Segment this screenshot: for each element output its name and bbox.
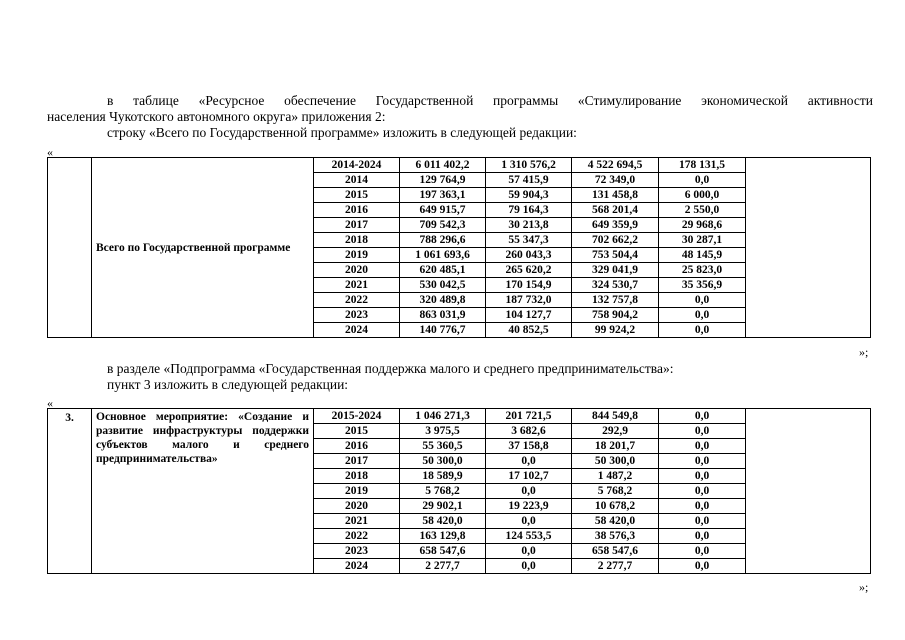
period-cell: 2019 — [314, 248, 400, 263]
amount-cell: 2 550,0 — [659, 203, 746, 218]
amount-cell: 530 042,5 — [400, 278, 486, 293]
amount-cell: 5 768,2 — [400, 484, 486, 499]
amount-cell: 40 852,5 — [486, 323, 572, 338]
amount-cell: 35 356,9 — [659, 278, 746, 293]
period-cell: 2018 — [314, 233, 400, 248]
amount-cell: 25 823,0 — [659, 263, 746, 278]
amount-cell: 0,0 — [659, 293, 746, 308]
amount-cell: 0,0 — [659, 424, 746, 439]
amount-cell: 0,0 — [659, 323, 746, 338]
empty-cell — [48, 158, 92, 338]
amount-cell: 3 975,5 — [400, 424, 486, 439]
period-cell: 2022 — [314, 293, 400, 308]
amount-cell: 320 489,8 — [400, 293, 486, 308]
amount-cell: 702 662,2 — [572, 233, 659, 248]
amount-cell: 55 347,3 — [486, 233, 572, 248]
amount-cell: 79 164,3 — [486, 203, 572, 218]
amount-cell: 0,0 — [659, 499, 746, 514]
empty-cell — [746, 158, 871, 338]
amount-cell: 1 487,2 — [572, 469, 659, 484]
amount-cell: 58 420,0 — [400, 514, 486, 529]
period-cell: 2023 — [314, 308, 400, 323]
amount-cell: 132 757,8 — [572, 293, 659, 308]
amount-cell: 59 904,3 — [486, 188, 572, 203]
period-cell: 2014-2024 — [314, 158, 400, 173]
quote-close-1: »; — [859, 345, 869, 359]
amount-cell: 50 300,0 — [572, 454, 659, 469]
amount-cell: 0,0 — [659, 484, 746, 499]
amount-cell: 0,0 — [659, 559, 746, 574]
amount-cell: 129 764,9 — [400, 173, 486, 188]
period-cell: 2016 — [314, 439, 400, 454]
period-cell: 2019 — [314, 484, 400, 499]
table-row — [48, 158, 871, 173]
intro-line-2: населения Чукотского автономного округа» приложения 2: — [47, 109, 386, 124]
quote-open-2: « — [47, 396, 53, 410]
amount-cell: 758 904,2 — [572, 308, 659, 323]
period-cell: 2021 — [314, 514, 400, 529]
intro-line-3: строку «Всего по Государственной программе» изложить в следующей редакции: — [107, 125, 577, 140]
period-cell: 2014 — [314, 173, 400, 188]
amount-cell: 37 158,8 — [486, 439, 572, 454]
period-cell: 2020 — [314, 263, 400, 278]
amount-cell: 30 287,1 — [659, 233, 746, 248]
amount-cell: 18 201,7 — [572, 439, 659, 454]
amount-cell: 0,0 — [659, 173, 746, 188]
period-cell: 2020 — [314, 499, 400, 514]
amount-cell: 0,0 — [486, 514, 572, 529]
amount-cell: 10 678,2 — [572, 499, 659, 514]
middle-line-1: в разделе «Подпрограмма «Государственная поддержка малого и среднего предпринимательства»: — [107, 361, 674, 376]
amount-cell: 0,0 — [659, 409, 746, 424]
amount-cell: 0,0 — [659, 454, 746, 469]
amount-cell: 201 721,5 — [486, 409, 572, 424]
row-name: Основное мероприятие: «Создание и развитие инфраструктуры поддержки субъектов малого и среднего предпринимательства» — [92, 409, 314, 574]
amount-cell: 709 542,3 — [400, 218, 486, 233]
amount-cell: 72 349,0 — [572, 173, 659, 188]
period-cell: 2015-2024 — [314, 409, 400, 424]
amount-cell: 2 277,7 — [572, 559, 659, 574]
amount-cell: 0,0 — [659, 514, 746, 529]
amount-cell: 753 504,4 — [572, 248, 659, 263]
amount-cell: 1 310 576,2 — [486, 158, 572, 173]
amount-cell: 329 041,9 — [572, 263, 659, 278]
amount-cell: 187 732,0 — [486, 293, 572, 308]
quote-close-2: »; — [859, 580, 869, 594]
period-cell: 2023 — [314, 544, 400, 559]
amount-cell: 0,0 — [486, 544, 572, 559]
intro-line-1: в таблице «Ресурсное обеспечение Государственной программы «Стимулирование экономической активности — [107, 93, 873, 108]
amount-cell: 30 213,8 — [486, 218, 572, 233]
period-cell: 2016 — [314, 203, 400, 218]
amount-cell: 788 296,6 — [400, 233, 486, 248]
amount-cell: 3 682,6 — [486, 424, 572, 439]
amount-cell: 124 553,5 — [486, 529, 572, 544]
amount-cell: 1 046 271,3 — [400, 409, 486, 424]
amount-cell: 649 359,9 — [572, 218, 659, 233]
amount-cell: 2 277,7 — [400, 559, 486, 574]
middle-line-2: пункт 3 изложить в следующей редакции: — [107, 377, 349, 392]
amount-cell: 17 102,7 — [486, 469, 572, 484]
amount-cell: 140 776,7 — [400, 323, 486, 338]
amount-cell: 55 360,5 — [400, 439, 486, 454]
quote-open-1: « — [47, 145, 53, 159]
amount-cell: 38 576,3 — [572, 529, 659, 544]
amount-cell: 48 145,9 — [659, 248, 746, 263]
amount-cell: 568 201,4 — [572, 203, 659, 218]
amount-cell: 131 458,8 — [572, 188, 659, 203]
amount-cell: 844 549,8 — [572, 409, 659, 424]
amount-cell: 50 300,0 — [400, 454, 486, 469]
period-cell: 2022 — [314, 529, 400, 544]
period-cell: 2015 — [314, 188, 400, 203]
period-cell: 2018 — [314, 469, 400, 484]
amount-cell: 19 223,9 — [486, 499, 572, 514]
amount-cell: 57 415,9 — [486, 173, 572, 188]
amount-cell: 0,0 — [486, 484, 572, 499]
amount-cell: 29 968,6 — [659, 218, 746, 233]
amount-cell: 0,0 — [659, 308, 746, 323]
measure-3-table — [47, 408, 871, 574]
amount-cell: 1 061 693,6 — [400, 248, 486, 263]
amount-cell: 0,0 — [659, 529, 746, 544]
item-number: 3. — [48, 409, 92, 574]
program-total-table — [47, 157, 871, 338]
period-cell: 2024 — [314, 559, 400, 574]
amount-cell: 658 547,6 — [572, 544, 659, 559]
amount-cell: 0,0 — [659, 439, 746, 454]
amount-cell: 5 768,2 — [572, 484, 659, 499]
period-cell: 2021 — [314, 278, 400, 293]
amount-cell: 104 127,7 — [486, 308, 572, 323]
amount-cell: 163 129,8 — [400, 529, 486, 544]
empty-cell — [746, 409, 871, 574]
table-row — [48, 409, 871, 424]
amount-cell: 649 915,7 — [400, 203, 486, 218]
amount-cell: 58 420,0 — [572, 514, 659, 529]
amount-cell: 178 131,5 — [659, 158, 746, 173]
amount-cell: 658 547,6 — [400, 544, 486, 559]
amount-cell: 863 031,9 — [400, 308, 486, 323]
amount-cell: 4 522 694,5 — [572, 158, 659, 173]
period-cell: 2024 — [314, 323, 400, 338]
amount-cell: 6 011 402,2 — [400, 158, 486, 173]
amount-cell: 197 363,1 — [400, 188, 486, 203]
amount-cell: 18 589,9 — [400, 469, 486, 484]
amount-cell: 0,0 — [486, 559, 572, 574]
row-name: Всего по Государственной программе — [92, 158, 314, 338]
amount-cell: 265 620,2 — [486, 263, 572, 278]
period-cell: 2017 — [314, 454, 400, 469]
amount-cell: 29 902,1 — [400, 499, 486, 514]
amount-cell: 0,0 — [659, 469, 746, 484]
period-cell: 2017 — [314, 218, 400, 233]
amount-cell: 6 000,0 — [659, 188, 746, 203]
amount-cell: 324 530,7 — [572, 278, 659, 293]
amount-cell: 170 154,9 — [486, 278, 572, 293]
amount-cell: 620 485,1 — [400, 263, 486, 278]
amount-cell: 0,0 — [659, 544, 746, 559]
amount-cell: 260 043,3 — [486, 248, 572, 263]
amount-cell: 292,9 — [572, 424, 659, 439]
amount-cell: 0,0 — [486, 454, 572, 469]
amount-cell: 99 924,2 — [572, 323, 659, 338]
period-cell: 2015 — [314, 424, 400, 439]
